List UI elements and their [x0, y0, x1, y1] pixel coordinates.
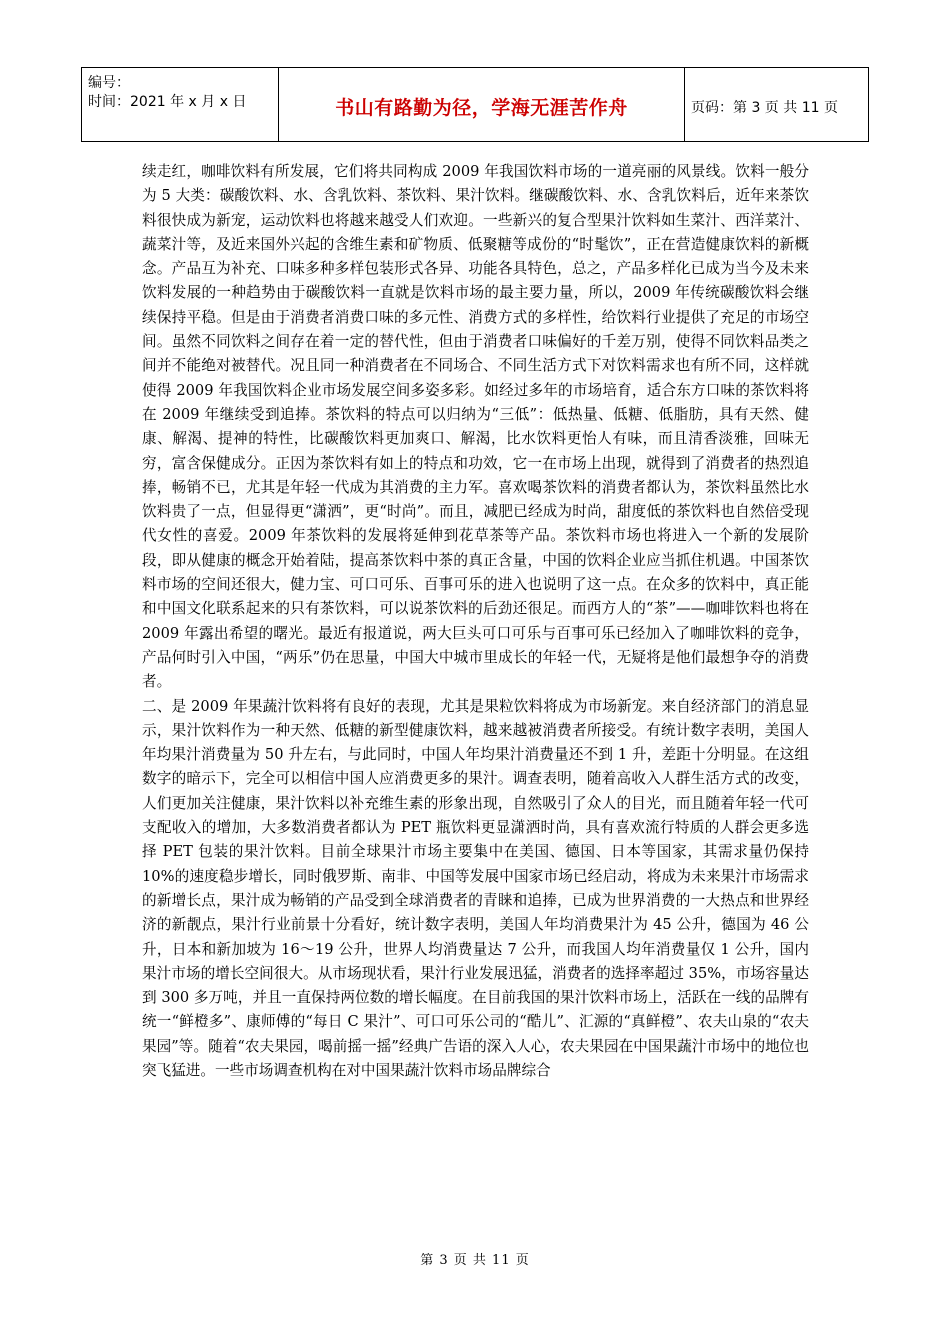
- header-page-info: 页码：第 3 页 共 11 页: [685, 68, 869, 142]
- header-number-label: 编号：: [88, 75, 130, 91]
- body-paragraph-1: 续走红，咖啡饮料有所发展，它们将共同构成 2009 年我国饮料市场的一道亮丽的风景线。饮料一般分为 5 大类：碳酸饮料、水、含乳饮料、茶饮料、果汁饮料。继碳酸饮料、水、含乳饮料后，近年来茶饮料很快成为新宠，运动饮料也将越来越受人们欢迎。一些新兴的复合型果汁饮料如生菜汁、西洋菜汁、蔬菜汁等，及近来国外兴起的含维生素和矿物质、低聚糖等成份的“时髦饮”，正在营造健康饮料的新概念。产品互为补充、口味多种多样包装形式各异、功能各具特色，总之，产品多样化已成为当今及未来饮料发展的一种趋势由于碳酸饮料一直就是饮料市场的最主要力量，所以，2009 年传统碳酸饮料会继续保持平稳。但是由于消费者消费口味的多元性、消费方式的多样性，给饮料行业提供了充足的市场空间。虽然不同饮料之间存在着一定的替代性，但由于消费者口味偏好的千差万别，使得不同饮料品类之间并不能绝对被替代。况且同一种消费者在不同场合、不同生活方式下对饮料需求也有所不同，这样就使得 2009 年我国饮料企业市场发展空间多姿多彩。如经过多年的市场培育，适合东方口味的茶饮料将在 2009 年继续受到追捧。茶饮料的特点可以归纳为“三低”：低热量、低糖、低脂肪，具有天然、健康、解渴、提神的特性，比碳酸饮料更加爽口、解渴，比水饮料更怡人有味，而且清香淡雅，回味无穷，富含保健成分。正因为茶饮料有如上的特点和功效，它一在市场上出现，就得到了消费者的热烈追捧，畅销不已，尤其是年轻一代成为其消费的主力军。喜欢喝茶饮料的消费者都认为，茶饮料虽然比水饮料贵了一点，但显得更“潇洒”，更“时尚”。而且，减肥已经成为时尚，甜度低的茶饮料也自然倍受现代女性的喜爱。2009 年茶饮料的发展将延伸到花草茶等产品。茶饮料市场也将进入一个新的发展阶段，即从健康的概念开始着陆，提高茶饮料中茶的真正含量，中国的饮料企业应当抓住机遇。中国茶饮料市场的空间还很大，健力宝、可口可乐、百事可乐的进入也说明了这一点。在众多的饮料中，真正能和中国文化联系起来的只有茶饮料，可以说茶饮料的后劲还很足。而西方人的“茶”——咖啡饮料也将在 2009 年露出希望的曙光。最近有报道说，两大巨头可口可乐与百事可乐已经加入了咖啡饮料的竞争，产品何时引入中国，“两乐”仍在思量，中国大中城市里成长的年轻一代，无疑将是他们最想争夺的消费者。: [142, 163, 809, 691]
- body-paragraph-2: 二、是 2009 年果蔬汁饮料将有良好的表现，尤其是果粒饮料将成为市场新宠。来自经济部门的消息显示，果汁饮料作为一种天然、低糖的新型健康饮料，越来越被消费者所接受。有统计数字表明，美国人年均果汁消费量为 50 升左右，与此同时，中国人年均果汁消费量还不到 1 升，差距十分明显。在这组数字的暗示下，完全可以相信中国人应消费更多的果汁。调查表明，随着高收入人群生活方式的改变，人们更加关注健康，果汁饮料以补充维生素的形象出现，自然吸引了众人的目光，而且随着年轻一代可支配收入的增加，大多数消费者都认为 PET 瓶饮料更显潇洒时尚，具有喜欢流行特质的人群会更多选择 PET 包装的果汁饮料。目前全球果汁市场主要集中在美国、德国、日本等国家，其需求量仍保持 10%的速度稳步增长，同时俄罗斯、南非、中国等发展中国家市场已经启动，将成为未来果汁市场需求的新增长点，果汁成为畅销的产品受到全球消费者的青睐和追捧，已成为世界消费的一大热点和世界经济的新靓点，果汁行业前景十分看好，统计数字表明，美国人年均消费果汁为 45 公升，德国为 46 公升，日本和新加坡为 16～19 公升，世界人均消费量达 7 公升，而我国人均年消费量仅 1 公升，国内果汁市场的增长空间很大。从市场现状看，果汁行业发展迅猛，消费者的选择率超过 35%，市场容量达到 300 多万吨，并且一直保持两位数的增长幅度。在目前我国的果汁饮料市场上，活跃在一线的品牌有统一“鲜橙多”、康师傅的“每日 C 果汁”、可口可乐公司的“酷儿”、汇源的“真鲜橙”、农夫山泉的“农夫果园”等。随着“农夫果园，喝前摇一摇”经典广告语的深入人心，农夫果园在中国果蔬汁市场中的地位也突飞猛进。一些市场调查机构在对中国果蔬汁饮料市场品牌综合: [142, 697, 809, 1079]
- document-body: [142, 160, 809, 1083]
- header-date: 时间：2021 年 x 月 x 日: [88, 94, 247, 110]
- page-footer: 第 3 页 共 11 页: [420, 1253, 530, 1268]
- header-motto: 书山有路勤为径，学海无涯苦作舟: [279, 68, 685, 142]
- header-meta: [82, 68, 279, 142]
- document-header: [81, 67, 869, 142]
